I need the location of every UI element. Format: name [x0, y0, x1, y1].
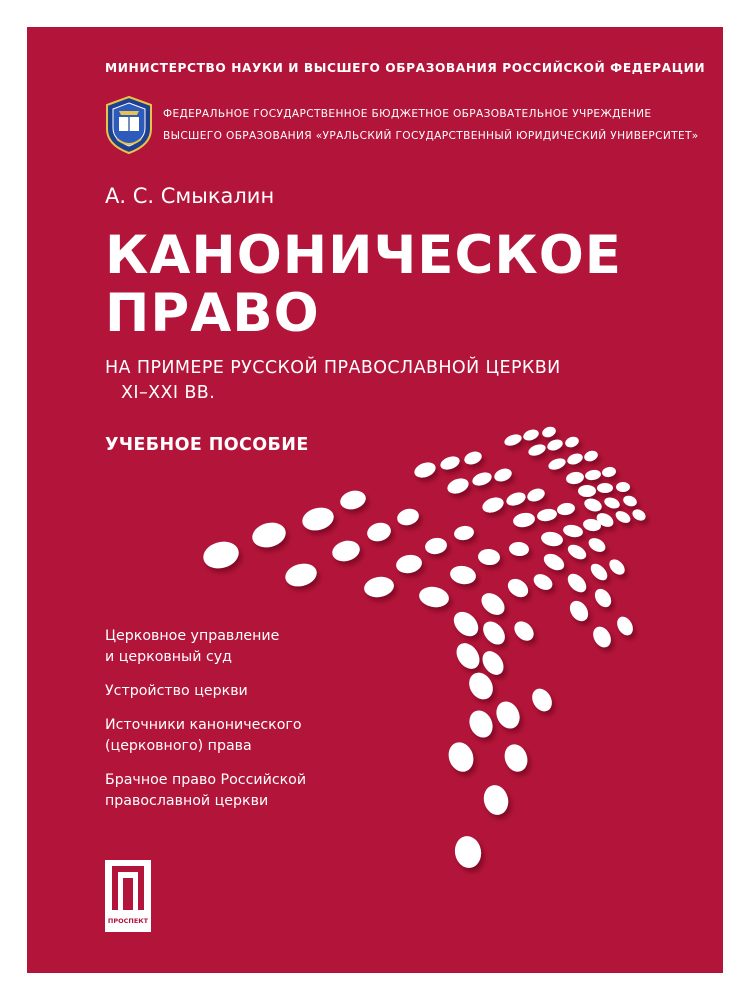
decorative-dot	[505, 490, 528, 508]
decorative-dot	[508, 541, 529, 557]
decorative-dot	[511, 618, 538, 645]
publisher-logo-icon	[105, 860, 151, 932]
decorative-dot	[564, 435, 581, 449]
topic-line-1: Устройство церкви	[105, 683, 248, 699]
decorative-dot	[565, 471, 585, 486]
decorative-dot	[531, 571, 555, 593]
book-type-label: УЧЕБНОЕ ПОСОБИЕ	[105, 435, 309, 455]
decorative-dot	[424, 536, 448, 556]
decorative-dot	[566, 597, 592, 624]
decorative-dot	[590, 623, 615, 650]
decorative-dot	[412, 460, 437, 481]
decorative-dot	[330, 538, 362, 565]
decorative-dot	[614, 509, 633, 526]
decorative-dot	[417, 585, 450, 610]
topic-line-2: и церковный суд	[105, 649, 232, 665]
decorative-dot	[452, 834, 483, 870]
decorative-dot	[445, 476, 470, 497]
decorative-dot	[556, 502, 576, 517]
decorative-dot	[522, 428, 540, 443]
decorative-dot	[465, 707, 497, 742]
decorative-dot	[562, 523, 584, 538]
topic-line-2: (церковного) права	[105, 738, 252, 754]
decorative-dot	[512, 511, 536, 529]
decorative-dot	[365, 520, 393, 544]
decorative-dot	[504, 575, 531, 601]
decorative-dot	[536, 507, 558, 522]
decorative-dot	[616, 482, 630, 492]
decorative-dot	[540, 530, 564, 548]
decorative-dot	[546, 438, 564, 453]
decorative-dot	[481, 782, 512, 817]
topic-line-1: Церковное управление	[105, 628, 280, 644]
decorative-dot	[492, 698, 524, 733]
decorative-dot	[449, 564, 478, 586]
decorative-dot	[283, 560, 320, 590]
decorative-dot	[492, 466, 513, 483]
decorative-dot	[453, 524, 475, 541]
decorative-dot	[578, 485, 596, 497]
decorative-dot	[477, 589, 508, 620]
decorative-dot	[583, 449, 600, 463]
decorative-dot	[479, 617, 510, 648]
decorative-dot	[564, 570, 589, 595]
decorative-dot	[584, 469, 601, 482]
decorative-dot	[362, 575, 395, 600]
institution-line-1: ФЕДЕРАЛЬНОЕ ГОСУДАРСТВЕННОЕ БЮДЖЕТНОЕ ОБРАЗОВАТЕЛЬНОЕ УЧРЕЖДЕНИЕ	[163, 108, 652, 120]
book-title-line-2: ПРАВО	[105, 283, 320, 344]
decorative-dot	[462, 449, 483, 466]
decorative-dot	[249, 519, 288, 551]
decorative-dot	[471, 470, 494, 488]
topic-item	[105, 681, 306, 702]
topic-item	[105, 715, 306, 757]
decorative-dot	[601, 466, 617, 478]
book-subtitle-line-2: XI–XXI ВВ.	[121, 383, 216, 403]
decorative-dot	[528, 685, 556, 715]
decorative-dot	[603, 496, 621, 511]
topic-line-2: православной церкви	[105, 793, 269, 809]
topic-item	[105, 770, 306, 812]
book-cover	[27, 27, 723, 973]
topic-line-1: Источники канонического	[105, 717, 302, 733]
decorative-dot	[606, 556, 627, 577]
decorative-dot	[449, 607, 483, 641]
decorative-dot	[622, 494, 639, 508]
author-name: А. С. Смыкалин	[105, 184, 275, 208]
decorative-dot	[586, 535, 608, 554]
decorative-dot	[588, 561, 611, 584]
decorative-dot	[477, 548, 500, 566]
decorative-dot	[480, 495, 505, 516]
book-subtitle-line-1: НА ПРИМЕРЕ РУССКОЙ ПРАВОСЛАВНОЙ ЦЕРКВИ	[105, 358, 561, 378]
decorative-dot	[452, 639, 484, 673]
decorative-dot	[566, 452, 584, 467]
ministry-title: МИНИСТЕРСТВО НАУКИ И ВЫСШЕГО ОБРАЗОВАНИЯ РОССИЙСКОЙ ФЕДЕРАЦИИ	[105, 61, 706, 75]
decorative-dot	[630, 507, 647, 523]
decorative-dot	[592, 586, 615, 610]
decorative-dot	[565, 542, 588, 562]
decorative-dot	[547, 456, 567, 472]
decorative-dot	[395, 553, 424, 575]
topics-list	[105, 626, 306, 825]
decorative-dot	[597, 483, 613, 493]
decorative-dot	[541, 425, 558, 439]
decorative-dot-pattern	[27, 27, 723, 973]
decorative-dot	[527, 442, 547, 458]
decorative-dot	[439, 454, 462, 472]
decorative-dot	[300, 504, 337, 534]
publisher-logo-text: ПРОСПЕКТ	[107, 917, 149, 925]
decorative-dot	[525, 486, 546, 503]
decorative-dot	[541, 550, 567, 573]
decorative-dot	[395, 506, 420, 527]
decorative-dot	[445, 739, 478, 775]
topic-item	[105, 626, 306, 668]
decorative-dot	[582, 496, 603, 513]
decorative-dot	[338, 488, 368, 512]
decorative-dot	[200, 538, 242, 572]
book-title-line-1: КАНОНИЧЕСКОЕ	[105, 225, 622, 286]
institution-line-2: ВЫСШЕГО ОБРАЗОВАНИЯ «УРАЛЬСКИЙ ГОСУДАРСТВЕННЫЙ ЮРИДИЧЕСКИЙ УНИВЕРСИТЕТ»	[163, 130, 699, 142]
decorative-dot	[614, 614, 636, 638]
decorative-dot	[501, 741, 531, 775]
decorative-dot	[503, 432, 523, 448]
topic-line-1: Брачное право Российской	[105, 772, 307, 788]
